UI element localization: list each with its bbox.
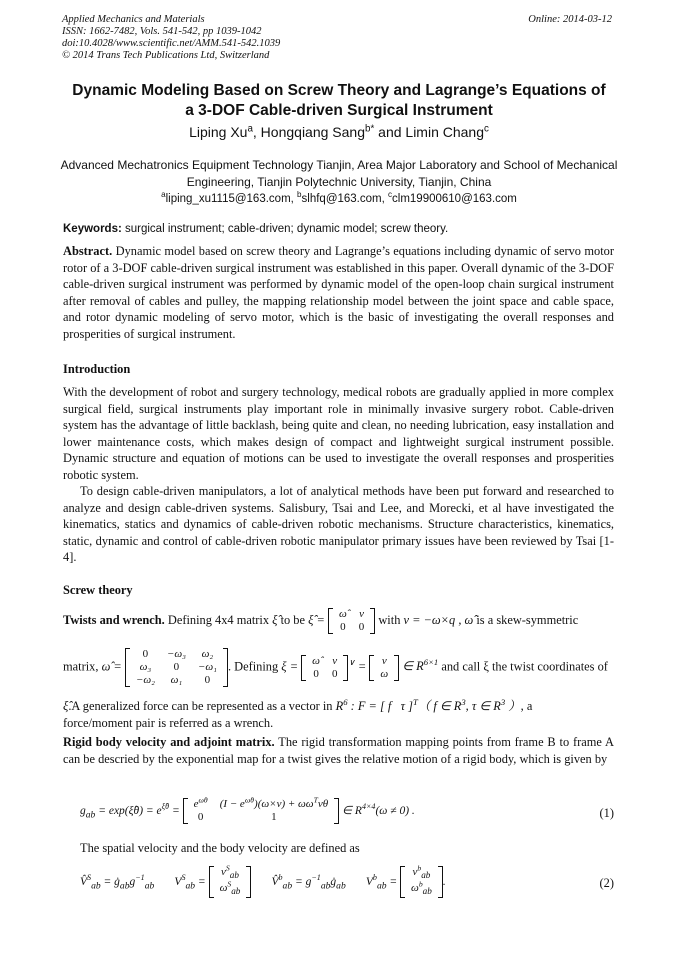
vee-mark: ∨ xyxy=(348,657,355,668)
intro-paragraph-2: To design cable-driven manipulators, a lot of analytical methods have been put forward and researched to analyze and design cable-driven systems. Salisbury, Tsai and Lee, and Morecki, et al have investigated the kinematics, statics and dynamics of cable-driven robotic mechanisms. Structure characteristics, kinematics, static, dynamic and control of cable-driven robotic manipulator primary issues have been reviewed by Tsai [1-4]. xyxy=(63,484,614,565)
eq2-spatial-matrix: $v^S_{ab}$ $\omega^S_{ab}$ xyxy=(209,866,252,898)
author-3: and Limin Chang xyxy=(374,124,485,140)
eq2-body-vector: $V^b_{ab}$ = xyxy=(365,873,398,892)
rigid-body-label: Rigid body velocity and adjoint matrix. xyxy=(63,735,275,749)
email-list xyxy=(40,190,638,205)
intro-paragraph-1: With the development of robot and surgery technology, medical robots are gradually applied in more complex surgical field, surgical instruments play important role in minimally invasive surgery robot. Cable-driven system has the advantage of little backlash, being quite and clean, no needing lubrication, easy installation and lower maintenance costs, which makes design of compact and lightweight surgical instrument possible. Dynamic structure and equation of motions can be used to investigate the overall responses and prosperities robotic system. xyxy=(63,385,614,482)
call-text: and call ξ the twist coordinates of xyxy=(438,659,608,674)
wrench-def: $R^6$ : F = [ f τ ]$^T$（ f ∈ $R^3$, τ ∈ $R^3$ ） xyxy=(335,696,521,713)
paper-title xyxy=(40,81,638,121)
gen-force-text: .A generalized force can be represented as a vector in xyxy=(68,699,333,713)
email-a[interactable]: liping_xu1115@163.com, xyxy=(165,193,298,205)
abstract-label: Abstract. xyxy=(63,244,113,258)
xi-vee: ξ = xyxy=(281,659,299,674)
abstract xyxy=(63,243,614,343)
equation-2: V̂$^S_{ab}$ = $ġ_{ab}g^{-1}_{ab}$ $V^S_{ab}$ = $v^S_{ab}$ $\omega^S_{ab}$ V̂$^b_{ab}$ = $g^{-1}_{ab}ġ_{ab}$ $V^b_{ab}$ = $v^b_{ab}$ $\omega^b_{ab}$ . (2) xyxy=(80,863,614,897)
title-line-1: Dynamic Modeling Based on Screw Theory and Lagrange’s Equations of xyxy=(72,82,606,99)
twists-text-1: Defining 4x4 matrix xyxy=(164,612,273,627)
force-moment-text: force/moment pair is referred as a wrench. xyxy=(63,715,274,730)
spatial-velocity-text: The spatial velocity and the body velocity are defined as xyxy=(80,841,360,855)
xi-hat-symbol: ξ̂ xyxy=(272,612,278,627)
twists-text-3: with xyxy=(375,612,404,627)
online-date: Online: 2014-03-12 xyxy=(528,14,612,25)
intro-heading: Introduction xyxy=(63,362,131,376)
twists-paragraph xyxy=(63,608,614,642)
doi-line[interactable]: doi:10.4028/www.scientific.net/AMM.541-542.1039 xyxy=(62,38,281,49)
eq2-body-twist: V̂$^b_{ab}$ = $g^{-1}_{ab}ġ_{ab}$ xyxy=(271,873,346,892)
xi-vector: v ω xyxy=(369,655,399,681)
v-definition: v = −ω×q , ω̂ xyxy=(403,612,474,627)
xi-hat-def: ξ̂ = xyxy=(308,612,325,627)
author-3-mark: c xyxy=(484,123,489,135)
keywords-text: surgical instrument; cable-driven; dynamic model; screw theory. xyxy=(121,223,449,235)
skew-symmetric-matrix: 0 −ω₃ ω₂ ω₃ 0 −ω₁ −ω₂ ω₁ 0 xyxy=(125,648,228,687)
eq1-membership: ∈ $R^{4\times 4}(\omega \ne 0)$ . xyxy=(342,801,415,817)
matrix-word: matrix, xyxy=(63,659,99,674)
eq1-matrix: $e^{\omegâ\theta}$ $(I - e^{\omegâ\theta})(\omega\times v) + \omega\omega^Tv\theta$ 0 1 xyxy=(183,798,340,824)
author-2-mark: b* xyxy=(365,123,375,135)
rigid-body-paragraph xyxy=(63,734,614,767)
journal-name: Applied Mechanics and Materials xyxy=(62,14,205,25)
journal-header xyxy=(62,14,280,62)
author-2: , Hongqiang Sang xyxy=(252,124,365,140)
omega-hat-symbol: ω̂ = xyxy=(101,659,122,674)
eq2-spatial-twist: V̂$^S_{ab}$ = $ġ_{ab}g^{-1}_{ab}$ xyxy=(80,873,155,892)
affiliation: Advanced Mechatronics Equipment Technology Tianjin, Area Major Laboratory and School of Mechanical Engineering, Tianjin Polytechnic University, Tianjin, China xyxy=(60,158,618,189)
author-1: Liping Xu xyxy=(189,124,248,140)
eq2-body-matrix: $v^b_{ab}$ $\omega^b_{ab}$ xyxy=(400,866,443,898)
rigid-body-text: The rigid transformation mapping points from frame B to frame A can be descried by the exponential map for a twist gives the relative motion of a rigid body, which is given by xyxy=(63,735,614,766)
email-b[interactable]: slhfq@163.com, xyxy=(301,193,388,205)
xi-hat-small: ξ̂ xyxy=(63,699,69,713)
email-a-mark: a xyxy=(161,190,166,200)
author-1-mark: a xyxy=(247,123,253,135)
twists-text-4: is a skew-symmetric xyxy=(473,612,579,627)
copyright-line: © 2014 Trans Tech Publications Ltd, Switzerland xyxy=(62,50,270,61)
eq1-lhs: $g_{ab}$ = exp(ξ̂θ) = $e^{\xî\theta}$ = xyxy=(80,801,180,820)
eq2-spatial-vector: $V^S_{ab}$ = xyxy=(174,873,206,892)
email-b-mark: b xyxy=(297,190,302,200)
equation-1 xyxy=(80,795,614,834)
equals-sign: = xyxy=(357,659,367,674)
eq2-number: (2) xyxy=(599,876,614,890)
twist-matrix: ω̂ v 0 0 xyxy=(328,608,375,634)
skew-matrix-paragraph xyxy=(63,648,614,692)
xi-vee-matrix: ω̂ v 0 0 xyxy=(301,655,348,681)
twists-label: Twists and wrench. xyxy=(63,612,165,627)
r6-membership: ∈ $R^{6\times 1}$ xyxy=(402,657,439,674)
title-line-2: a 3-DOF Cable-driven Surgical Instrument xyxy=(185,102,493,119)
email-c-mark: c xyxy=(388,190,393,200)
force-paragraph: ξ̂.A generalized force can be represented as a vector in $R^6$ : F = [ f τ ]$^T$（ f ∈ $R^3$, τ ∈ $R^3$ ）, a force/moment pair is referred as a wrench. xyxy=(63,696,533,730)
defining-text: . Defining xyxy=(227,659,279,674)
twists-text-2: to be xyxy=(277,612,309,627)
eq1-number: (1) xyxy=(599,806,614,820)
author-list xyxy=(40,124,638,140)
screw-heading: Screw theory xyxy=(63,583,133,597)
keywords-label: Keywords: xyxy=(63,223,122,235)
keywords xyxy=(63,223,448,235)
issn-line: ISSN: 1662-7482, Vols. 541-542, pp 1039-1042 xyxy=(62,26,262,37)
abstract-text: Dynamic model based on screw theory and Lagrange’s equations including dynamic of servo motor rotor of a 3-DOF cable-driven surgical instrument was established in this paper. Overall dynamic of the 3-DOF cable-driven surgical instrument was performed by dynamic model of the open-loop chain surgical instrument after removal of cables and pulley, the mapping relationship model between the joint space and cable space, and rotor dynamic modeling of servo motor, which is the basic of investigating the overall responses and prosperities of surgical instrument. xyxy=(63,244,614,341)
email-c[interactable]: clm19900610@163.com xyxy=(392,193,517,205)
